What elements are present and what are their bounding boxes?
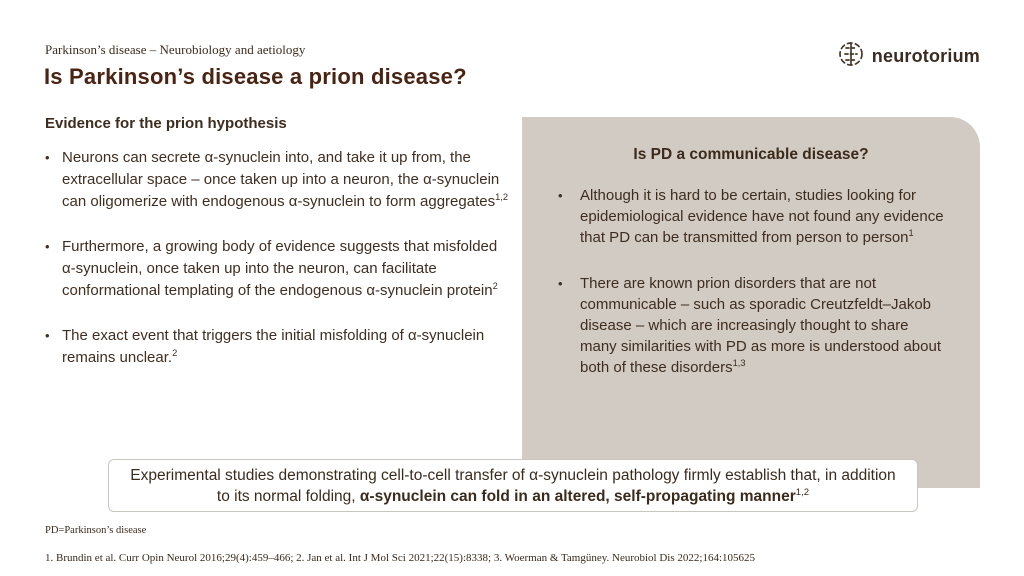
bullet-icon: • bbox=[558, 188, 563, 203]
summary-normal-text: Experimental studies demonstrating cell-to-cell transfer of α-synuclein pathology firmly establish that, in addition to its normal folding, bbox=[130, 466, 896, 505]
bullet-icon: • bbox=[558, 276, 563, 291]
summary-box bbox=[108, 459, 918, 512]
citation-superscript: 1,3 bbox=[732, 358, 746, 368]
bullet-text: The exact event that triggers the initial misfolding of α-synuclein remains unclear.$^2$ bbox=[62, 327, 485, 366]
left-column-heading: Evidence for the prion hypothesis bbox=[45, 115, 287, 132]
list-item bbox=[558, 185, 946, 248]
bullet-icon: • bbox=[45, 150, 50, 165]
left-bullet-list bbox=[45, 147, 510, 392]
bullet-icon: • bbox=[45, 239, 50, 254]
callout-heading: Is PD a communicable disease? bbox=[633, 146, 869, 163]
list-item bbox=[558, 273, 946, 378]
list-item bbox=[45, 236, 510, 302]
list-item bbox=[45, 147, 510, 213]
bullet-text: Neurons can secrete α-synuclein into, and take it up from, the extracellular space – once taken up into a neuron, the α-synuclein can oligomerize with endogenous α-synuclein to form aggregates$^{1,2}$ bbox=[62, 149, 509, 210]
logo bbox=[835, 38, 980, 75]
citation-superscript: 1,2 bbox=[795, 486, 810, 498]
page-title: Is Parkinson’s disease a prion disease? bbox=[44, 64, 467, 89]
citation-superscript: 1 bbox=[908, 228, 914, 238]
bullet-text: Although it is hard to be certain, studies looking for epidemiological evidence have not found any evidence that PD can be transmitted from person to person$^1$ bbox=[580, 187, 944, 246]
summary-bold-text: α-synuclein can fold in an altered, self-propagating manner bbox=[359, 487, 796, 505]
reference-list: 1. Brundin et al. Curr Opin Neurol 2016;29(4):459–466; 2. Jan et al. Int J Mol Sci 2021;22(15):8338; 3. Woerman & Tamgüney. Neurobiol Dis 2022;164:105625 bbox=[45, 552, 756, 564]
bullet-icon: • bbox=[45, 328, 50, 343]
citation-superscript: 2 bbox=[492, 281, 498, 291]
abbreviation-note: PD=Parkinson’s disease bbox=[45, 525, 147, 536]
callout-bullet-list bbox=[522, 185, 980, 378]
bullet-text: There are known prion disorders that are not communicable – such as sporadic Creutzfeldt–Jakob disease – which are increasingly thought to share many similarities with PD as more is understood about both of these disorders$^{1,3}$ bbox=[580, 275, 941, 376]
citation-superscript: 1,2 bbox=[495, 192, 509, 202]
callout-box bbox=[522, 117, 980, 488]
list-item bbox=[45, 325, 510, 369]
breadcrumb: Parkinson’s disease – Neurobiology and aetiology bbox=[45, 42, 306, 57]
brain-icon bbox=[835, 38, 867, 75]
bullet-text: Furthermore, a growing body of evidence suggests that misfolded α-synuclein, once taken up into the neuron, can facilitate conformational templating of the endogenous α-synuclein protein$^2$ bbox=[62, 238, 498, 299]
logo-text: neurotorium bbox=[871, 46, 980, 66]
summary-text bbox=[127, 465, 899, 507]
citation-superscript: 2 bbox=[172, 348, 178, 358]
